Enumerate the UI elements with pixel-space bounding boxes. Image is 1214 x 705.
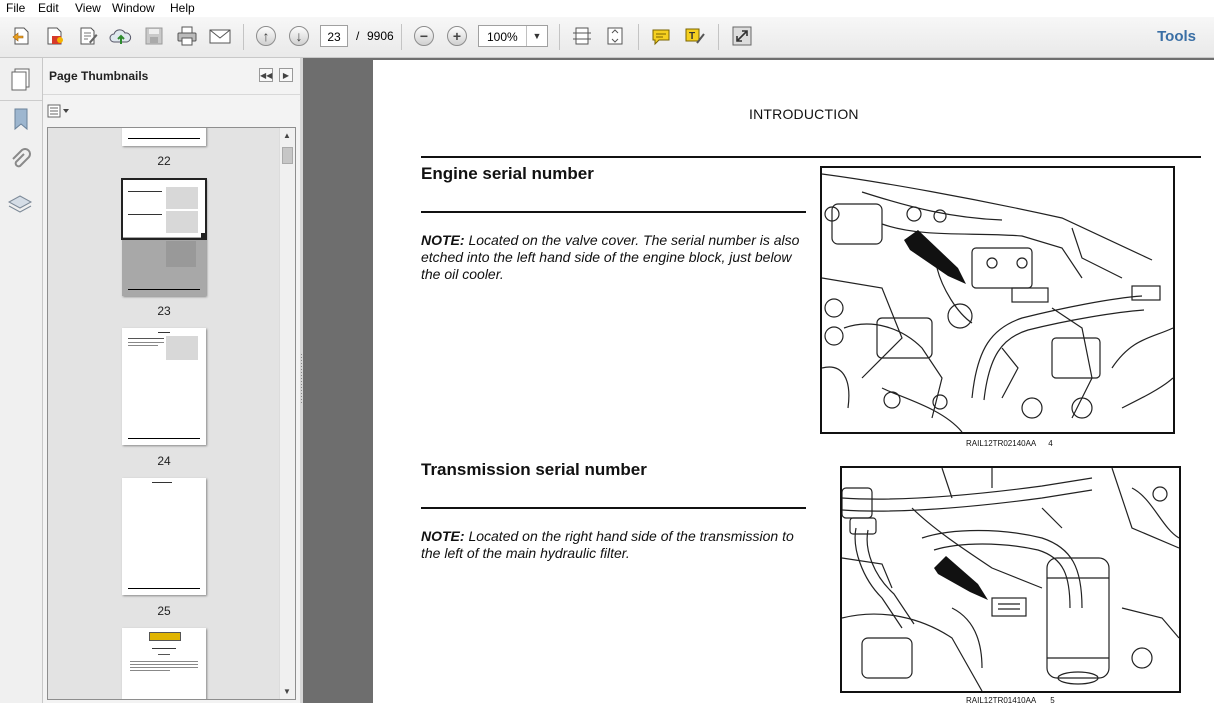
- transmission-figure: [840, 466, 1181, 693]
- expand-panel-button[interactable]: ▶: [279, 68, 293, 82]
- engine-figure: [820, 166, 1175, 434]
- edit-pdf-button[interactable]: [42, 23, 68, 49]
- fit-page-icon: [604, 25, 626, 47]
- zoom-select[interactable]: [478, 25, 548, 47]
- upload-cloud-icon: [109, 25, 133, 47]
- note-text: [421, 528, 806, 562]
- page-up-icon: ↑: [256, 26, 276, 46]
- zoom-in-icon: +: [447, 26, 467, 46]
- options-button[interactable]: [47, 104, 71, 120]
- attachment-icon: [8, 148, 34, 174]
- menu-view[interactable]: View: [75, 1, 101, 15]
- attachments-button[interactable]: [8, 148, 34, 174]
- page-thumbnails-button[interactable]: [8, 66, 34, 92]
- highlight-icon: [684, 25, 706, 47]
- save-icon: [143, 25, 165, 47]
- highlight-button[interactable]: [682, 23, 708, 49]
- thumbnail-page-current[interactable]: [122, 179, 206, 296]
- print-icon: [176, 25, 198, 47]
- thumbnail-page[interactable]: [122, 628, 206, 700]
- page-total: 9906: [367, 29, 394, 43]
- note-prefix: NOTE:: [421, 528, 465, 544]
- menu-help[interactable]: Help: [170, 1, 195, 15]
- transmission-illustration: [842, 468, 1179, 691]
- thumbnail-label: 23: [157, 304, 171, 318]
- options-icon: [47, 104, 71, 118]
- fit-width-button[interactable]: [569, 23, 595, 49]
- page-down-icon: ↓: [289, 26, 309, 46]
- zoom-value: 100%: [487, 30, 518, 44]
- figure-caption: RAIL12TR02140AA 4: [966, 439, 1053, 448]
- create-pdf-button[interactable]: [8, 23, 34, 49]
- document-page: [373, 60, 1214, 703]
- section-divider: [421, 507, 806, 509]
- thumbnail-page[interactable]: [122, 127, 206, 146]
- menu-file[interactable]: File: [6, 1, 26, 15]
- section-divider: [421, 211, 806, 213]
- zoom-in-button[interactable]: [444, 23, 470, 49]
- thumbnail-page[interactable]: [122, 328, 206, 445]
- save-button[interactable]: [141, 23, 167, 49]
- svg-text:T: T: [689, 31, 696, 42]
- email-button[interactable]: [207, 23, 233, 49]
- layers-icon: [6, 191, 34, 219]
- section-title: Transmission serial number: [421, 460, 647, 479]
- comment-icon: [650, 25, 672, 47]
- fit-width-icon: [571, 25, 593, 47]
- zoom-out-button[interactable]: [411, 23, 437, 49]
- layers-button[interactable]: [6, 191, 34, 219]
- thumbnail-list: [47, 127, 296, 700]
- sign-icon: [77, 25, 99, 47]
- pointer-arrow: [904, 230, 966, 284]
- note-prefix: NOTE:: [421, 232, 465, 248]
- panel-title: Page Thumbnails: [49, 69, 149, 83]
- previous-page-button[interactable]: [253, 23, 279, 49]
- menu-edit[interactable]: Edit: [38, 1, 59, 15]
- toolbar: [0, 17, 1214, 58]
- fit-page-button[interactable]: [602, 23, 628, 49]
- print-button[interactable]: [174, 23, 200, 49]
- thumbnails-panel: [43, 58, 300, 703]
- next-page-button[interactable]: [286, 23, 312, 49]
- sign-button[interactable]: [75, 23, 101, 49]
- read-mode-icon: [731, 25, 753, 47]
- document-viewer: [303, 58, 1214, 703]
- engine-illustration: [822, 168, 1173, 432]
- collapse-panel-button[interactable]: ◀◀: [259, 68, 273, 82]
- edit-pdf-icon: [44, 25, 66, 47]
- figure-caption: RAIL12TR01410AA 5: [966, 696, 1055, 705]
- note-text: [421, 232, 806, 283]
- bookmark-icon: [8, 106, 34, 132]
- thumbnail-scrollbar[interactable]: ▲ ▼: [279, 128, 295, 699]
- thumbnail-label: 25: [157, 604, 171, 618]
- section-divider: [421, 156, 1201, 158]
- thumbnail-label: 24: [157, 454, 171, 468]
- pages-icon: [8, 66, 34, 92]
- zoom-out-icon: −: [414, 26, 434, 46]
- menu-window[interactable]: Window: [112, 1, 155, 15]
- page-heading: INTRODUCTION: [749, 106, 859, 122]
- page-separator: /: [356, 29, 360, 43]
- navigation-rail: [0, 58, 43, 703]
- note-body: Located on the valve cover. The serial number is also etched into the left hand side of the engine block, just below the oil cooler.: [421, 232, 800, 282]
- read-mode-button[interactable]: [729, 23, 755, 49]
- note-body: Located on the right hand side of the transmission to the left of the main hydraulic filter.: [421, 528, 794, 561]
- scrollbar-thumb[interactable]: [282, 147, 293, 164]
- thumbnail-label: 22: [157, 154, 171, 168]
- menu-bar: [0, 0, 1214, 18]
- thumbnail-page[interactable]: [122, 478, 206, 595]
- upload-button[interactable]: [108, 23, 134, 49]
- chevron-down-icon[interactable]: ▼: [526, 26, 547, 46]
- tools-button[interactable]: Tools: [1157, 28, 1196, 45]
- create-pdf-icon: [10, 25, 32, 47]
- bookmarks-button[interactable]: [8, 106, 34, 132]
- page-number-input[interactable]: 23: [320, 25, 348, 47]
- comment-button[interactable]: [648, 23, 674, 49]
- section-title: Engine serial number: [421, 164, 594, 183]
- pointer-arrow: [934, 556, 988, 600]
- email-icon: [208, 25, 232, 47]
